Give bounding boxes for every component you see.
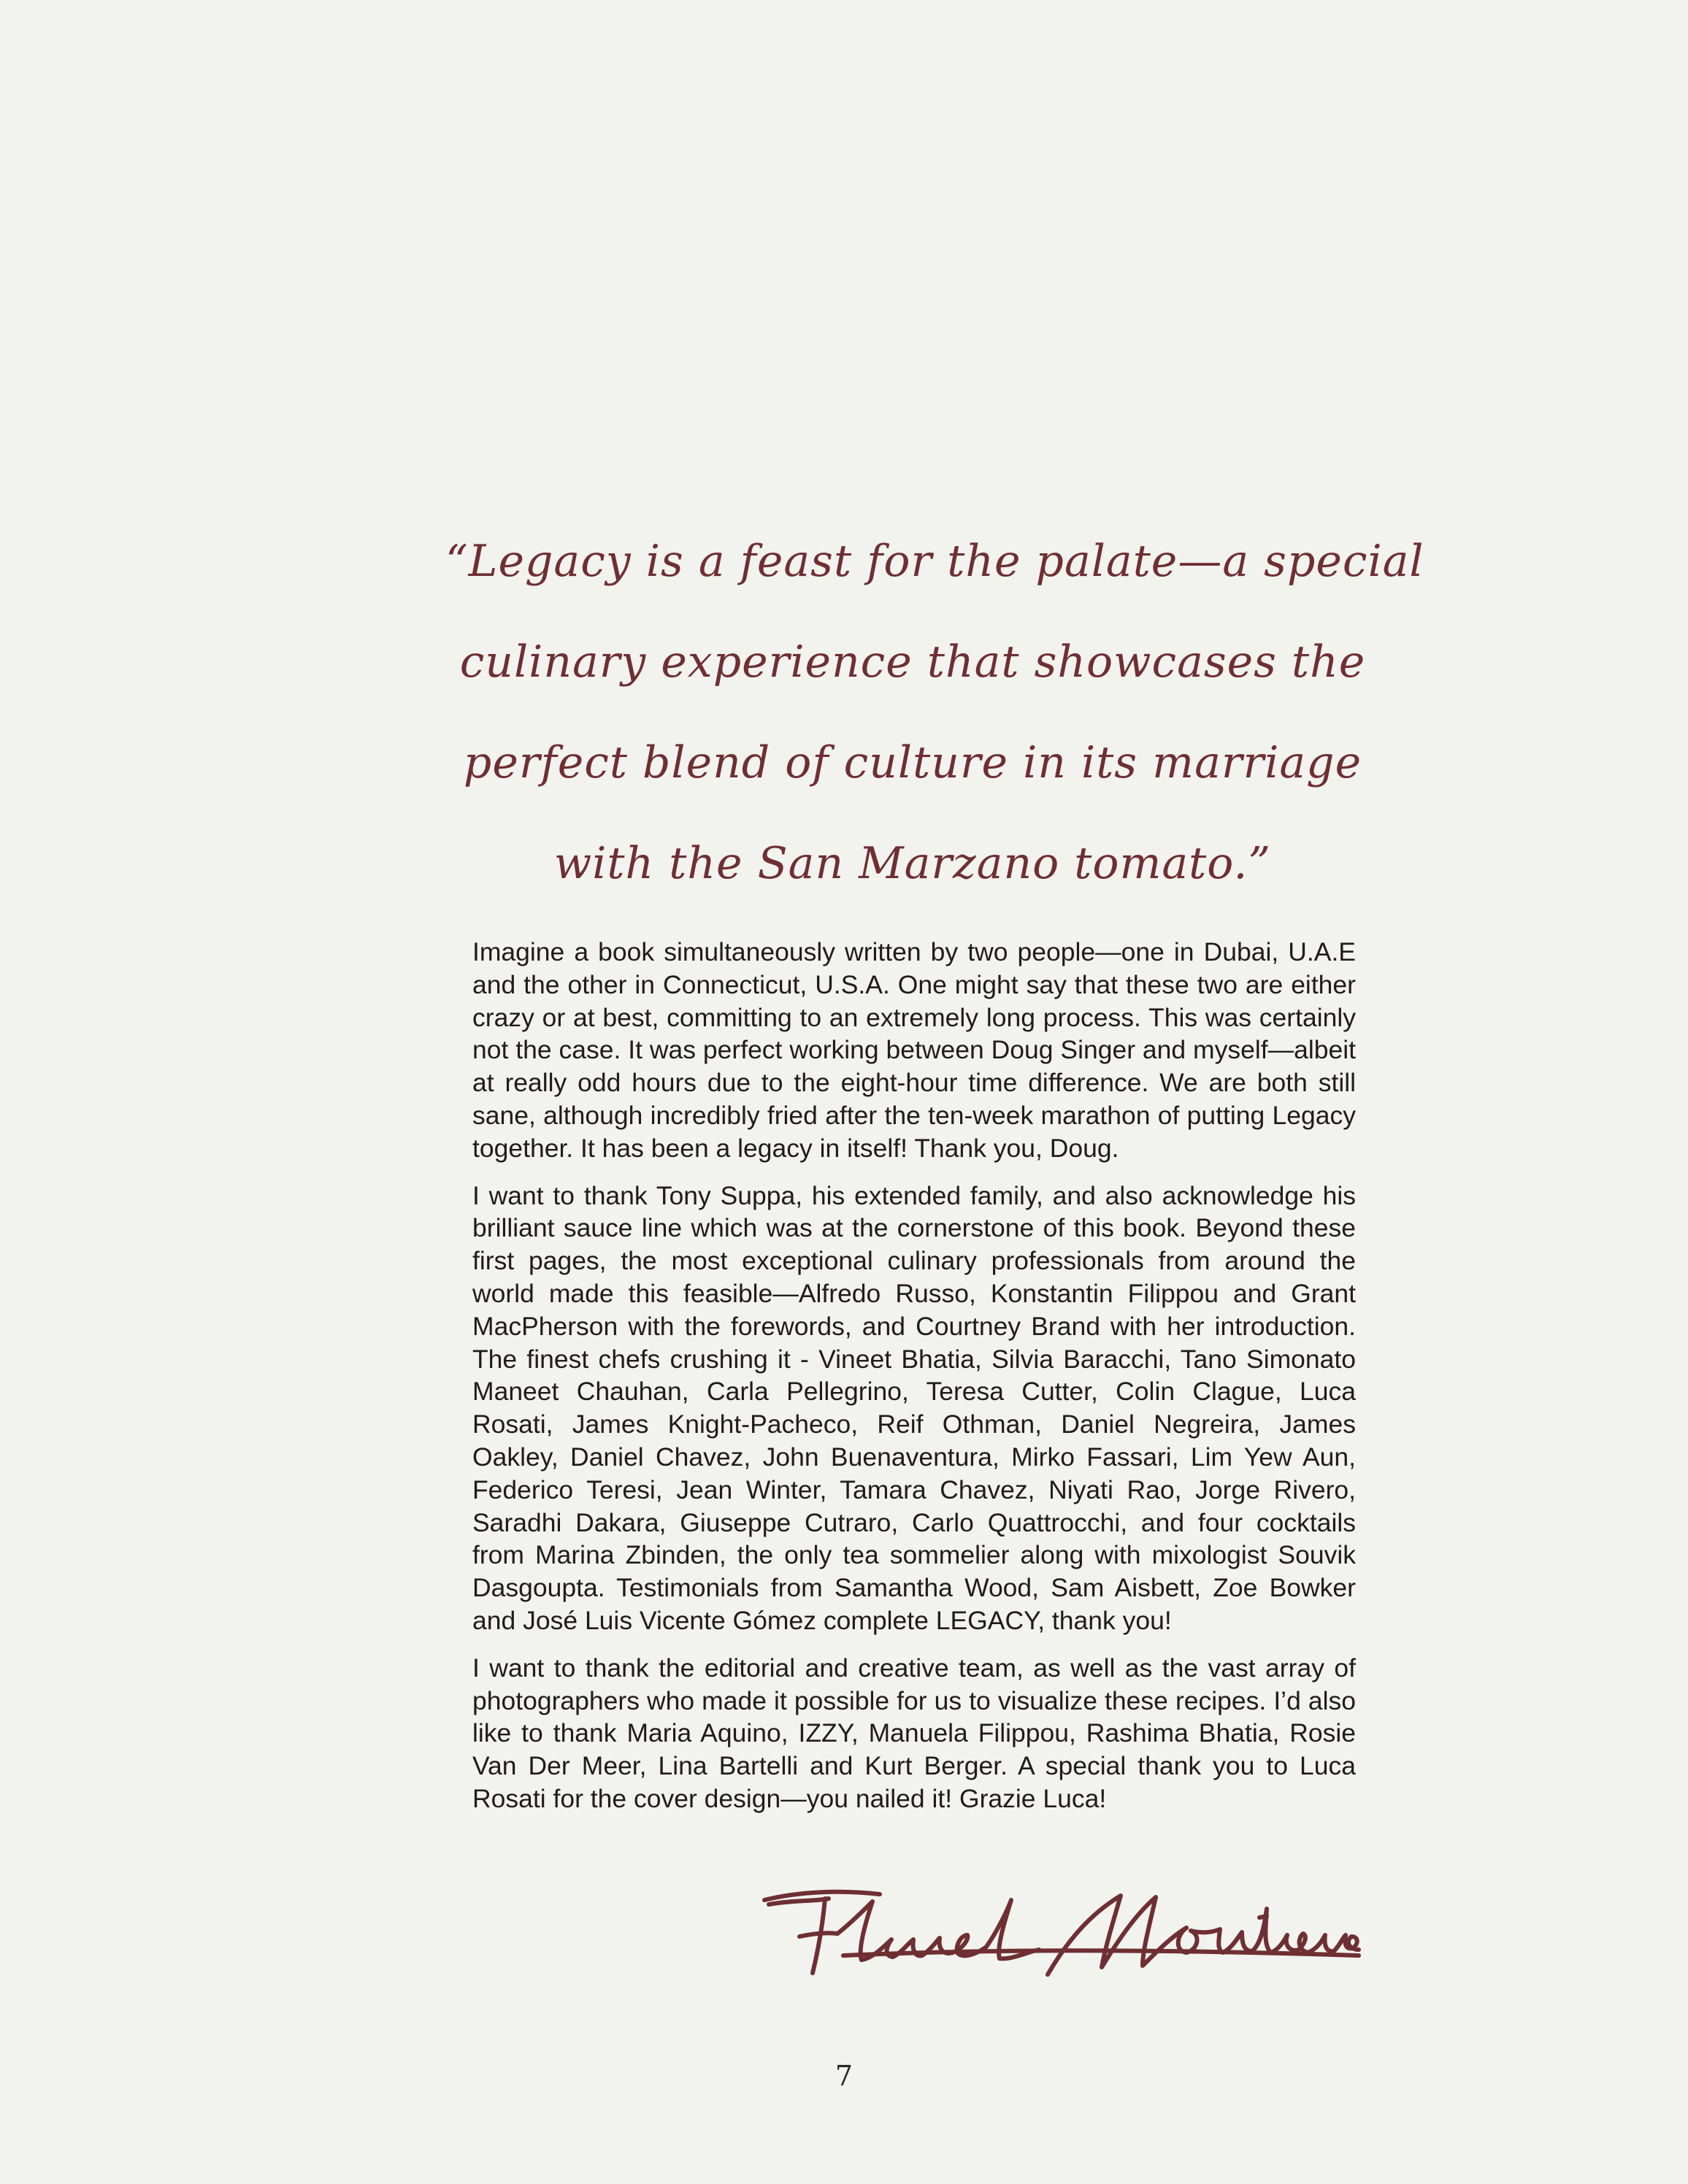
page-number: 7 xyxy=(835,2060,853,2092)
body-text xyxy=(472,936,1356,1830)
quote-line: culinary experience that showcases the xyxy=(459,637,1366,688)
quote-line: perfect blend of culture in its marriage xyxy=(463,737,1362,788)
paragraph: Imagine a book simultaneously written by two people—one in Dubai, U.A.E and the other in Connecticut, U.S.A. One might say that these two are either crazy or at best, committing to an extremely long process. This was certainly not the case. It was perfect working between Doug Singer and myself—albeit at really odd hours due to the eight-hour time difference. We are both still sane, although incredibly fried after the ten-week marathon of putting Legacy together. It has been a legacy in itself! Thank you, Doug. xyxy=(472,937,1356,1163)
paragraph: I want to thank the editorial and creative team, as well as the vast array of photographers who made it possible for us to visualize these recipes. I’d also like to thank Maria Aquino, IZZY, Manuela Filippou, Rashima Bhatia, Rosie Van Der Meer, Lina Bartelli and Kurt Berger. A special thank you to Luca Rosati for the cover design—you nailed it! Grazie Luca! xyxy=(472,1653,1356,1813)
pull-quote xyxy=(445,511,1424,914)
handwritten-signature xyxy=(756,1880,1362,1989)
quote-line: “Legacy is a feast for the palate—a special xyxy=(445,536,1424,587)
quote-line: with the San Marzano tomato.” xyxy=(553,838,1272,889)
paragraph: I want to thank Tony Suppa, his extended family, and also acknowledge his brilliant sauce line which was at the cornerstone of this book. Beyond these first pages, the most exceptional culinary professionals from around the world made this feasible—Alfredo Russo, Konstantin Filippou and Grant MacPherson with the forewords, and Courtney Brand with her introduction. The finest chefs crushing it - Vineet Bhatia, Silvia Baracchi, Tano Simonato Maneet Chauhan, Carla Pellegrino, Teresa Cutter, Colin Clague, Luca Rosati, James Knight-Pacheco, Reif Othman, Daniel Negreira, James Oakley, Daniel Chavez, John Buenaventura, Mirko Fassari, Lim Yew Aun, Federico Teresi, Jean Winter, Tamara Chavez, Niyati Rao, Jorge Rivero, Saradhi Dakara, Giuseppe Cutraro, Carlo Quattrocchi, and four cocktails from Marina Zbinden, the only tea sommelier along with mixologist Souvik Dasgoupta. Testimonials from Samantha Wood, Sam Aisbett, Zoe Bowker and José Luis Vicente Gómez complete LEGACY, thank you! xyxy=(472,1180,1356,1635)
